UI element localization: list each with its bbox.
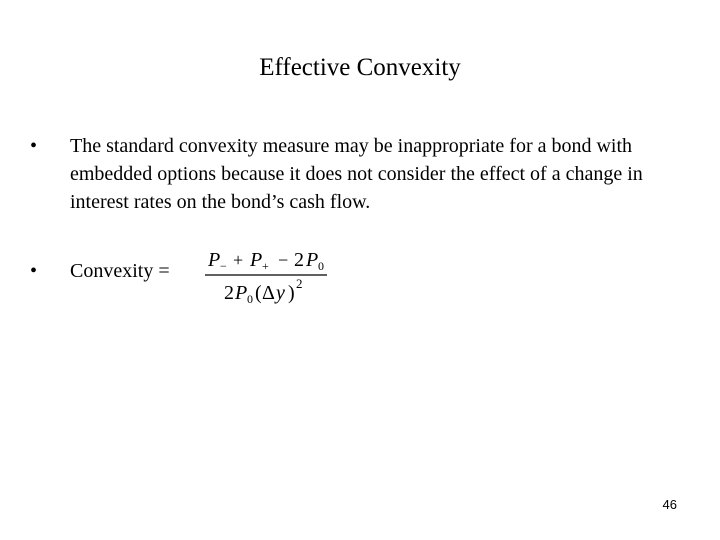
denominator-sub-zero: 0 (247, 292, 253, 306)
numerator-sub-zero: 0 (318, 259, 324, 273)
denominator-two: 2 (224, 282, 234, 304)
bullet-marker: • (30, 135, 38, 157)
convexity-label: Convexity = (70, 260, 170, 282)
numerator-sub-minus: − (220, 259, 227, 273)
denominator-open-paren: ( (255, 282, 262, 304)
bullet-marker: • (30, 260, 38, 282)
numerator-p-minus: P (208, 249, 221, 271)
numerator-p-plus: P (250, 249, 263, 271)
numerator-p-zero: P (306, 249, 319, 271)
numerator-minus: − (278, 250, 289, 270)
convexity-formula (200, 241, 335, 311)
denominator-delta: Δ (262, 282, 275, 304)
numerator-sub-plus: + (262, 259, 269, 273)
slide-title: Effective Convexity (259, 54, 461, 81)
denominator-power: 2 (296, 276, 303, 291)
denominator-y: y (276, 282, 285, 304)
bullet-item-1 (30, 132, 690, 216)
numerator-two: 2 (294, 249, 304, 271)
page-number: 46 (662, 497, 677, 512)
bullet-text: The standard convexity measure may be inappropriate for a bond with embedded options because it does not consider the effect of a change in interest rates on the bond’s cash flow. (70, 135, 643, 213)
denominator-p-zero: P (235, 282, 248, 304)
numerator-plus: + (233, 250, 244, 270)
denominator-close-paren: ) (288, 282, 295, 304)
formula-graphic (200, 241, 335, 311)
